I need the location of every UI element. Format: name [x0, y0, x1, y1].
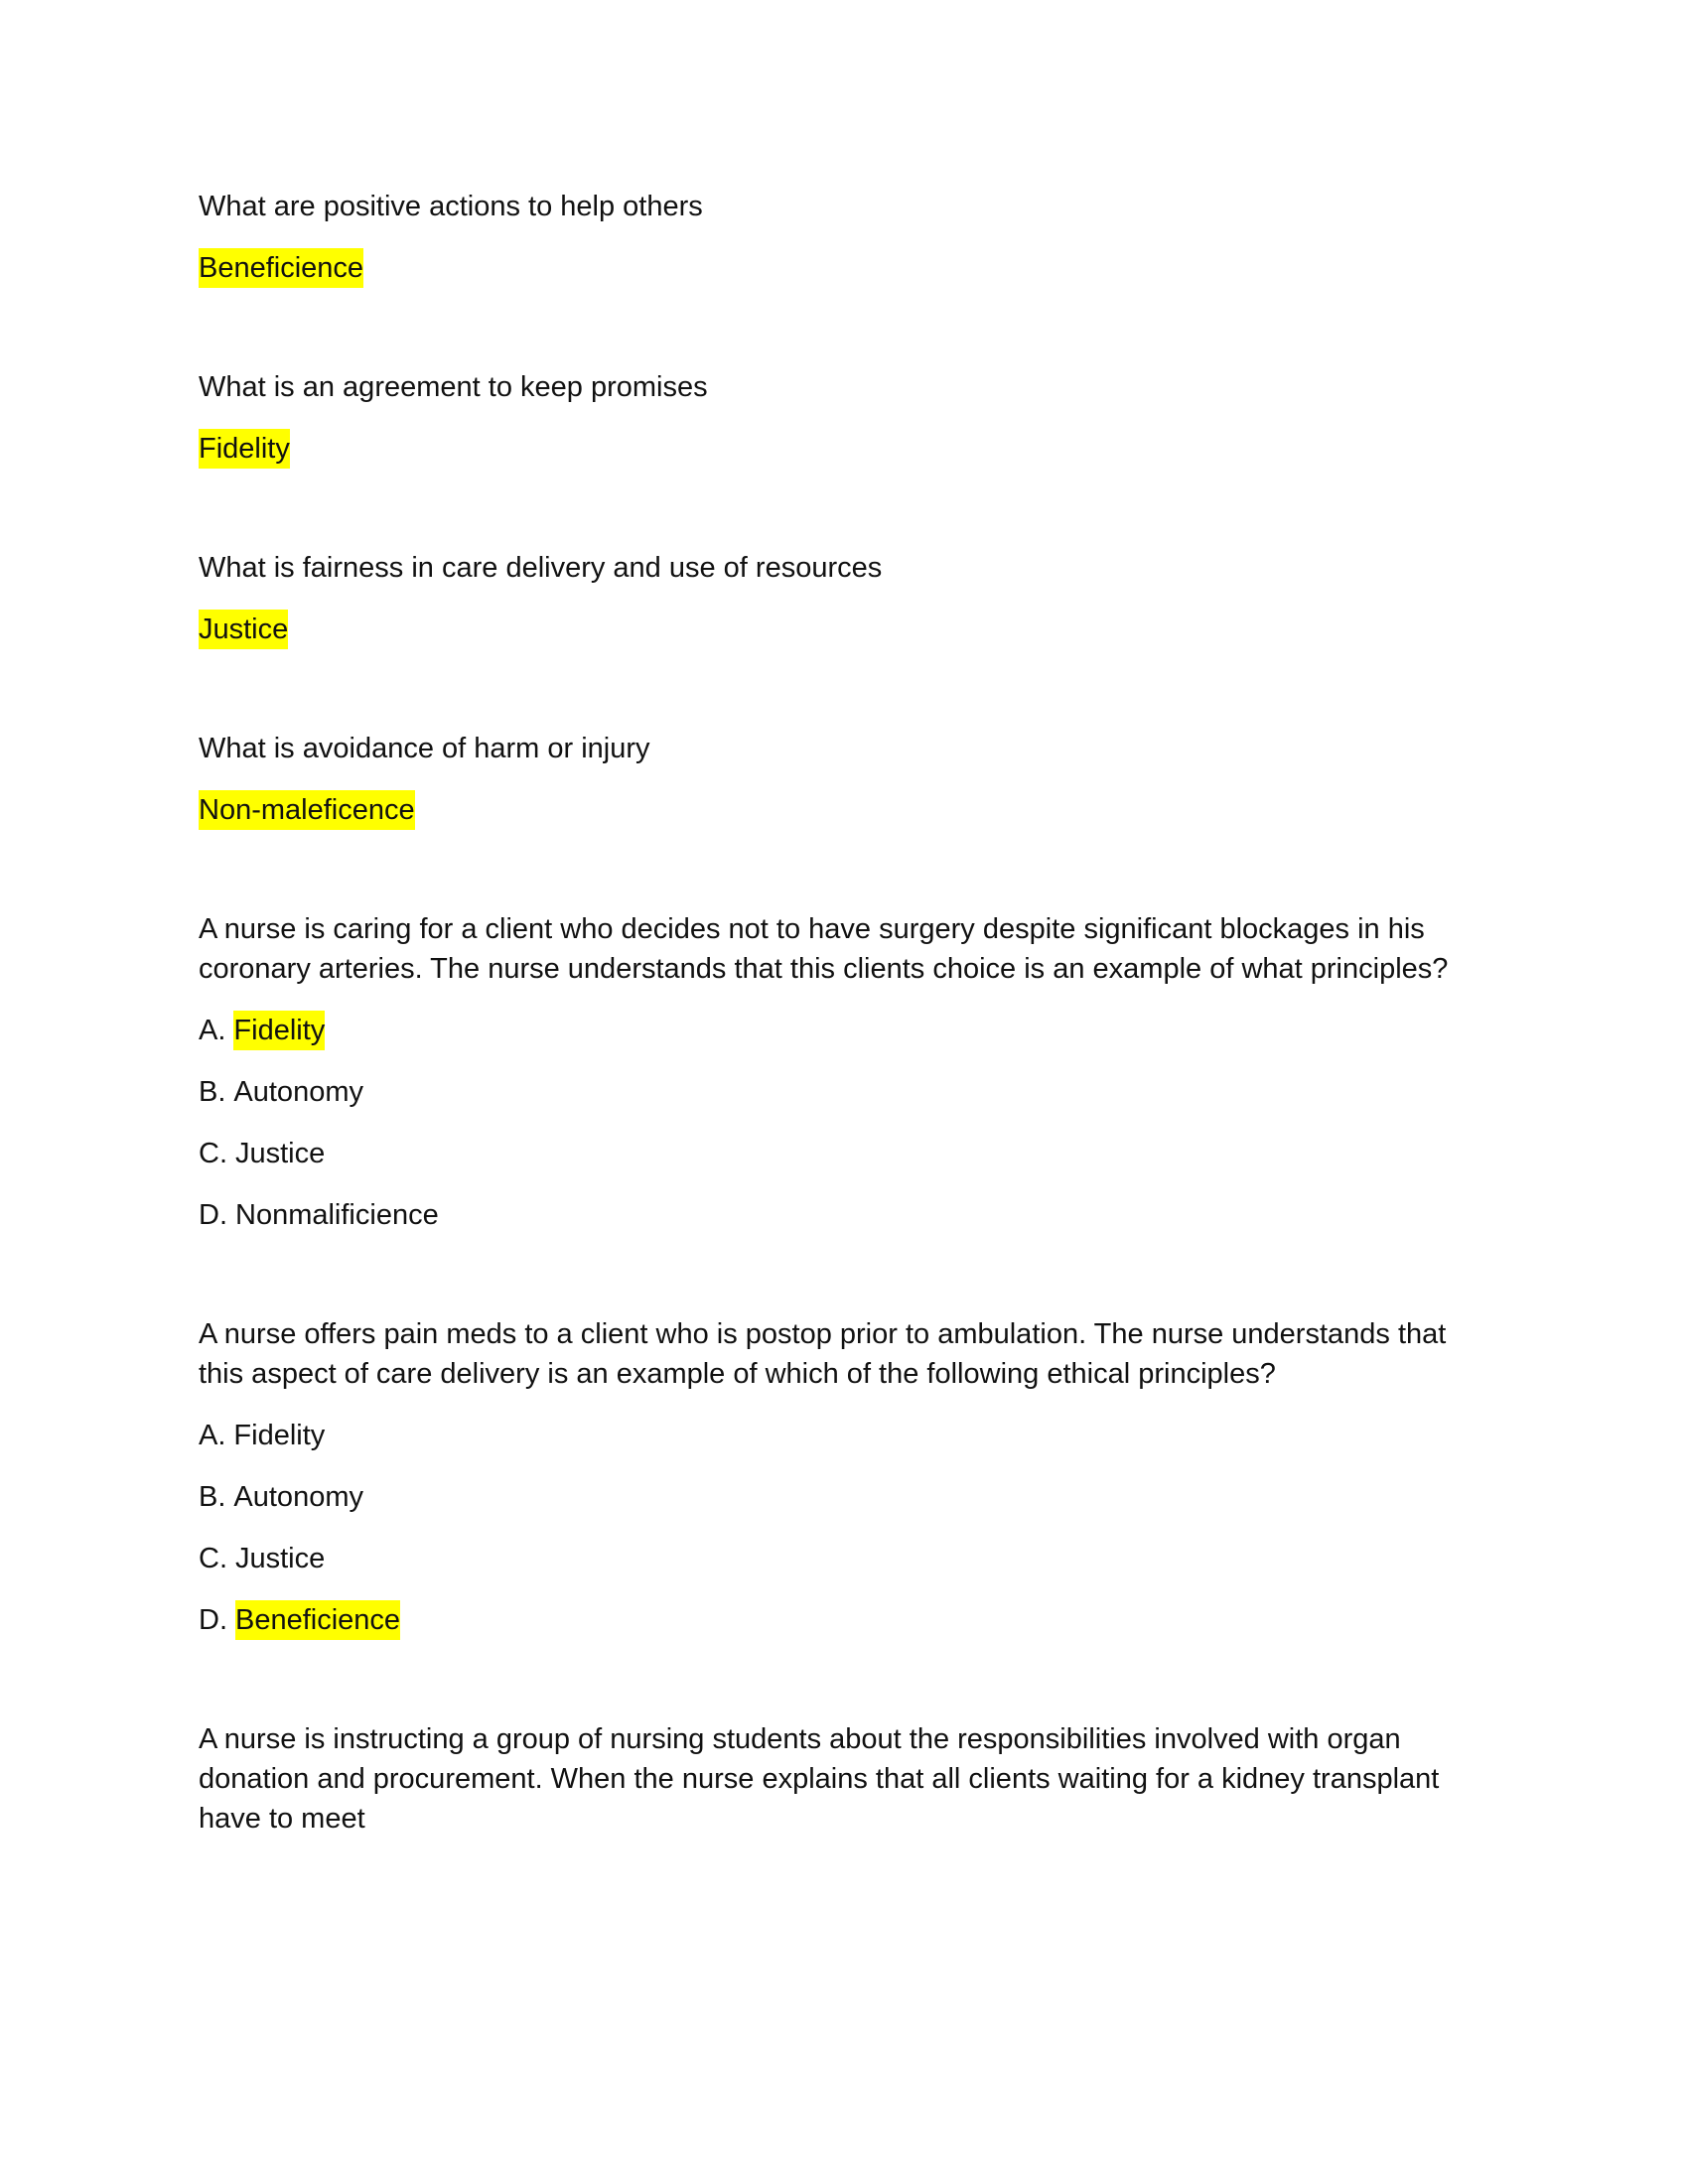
question-text: A nurse is instructing a group of nursing students about the responsibilities involved with organ donation and procurement. When the nurse explains that all clients waiting for a kidney transplant have to meet — [199, 1723, 1440, 1835]
option-letter: B. — [199, 1481, 226, 1513]
page-header-mark — [820, 1, 856, 4]
option-a — [199, 1011, 1489, 1050]
highlighted-answer: Justice — [199, 610, 288, 649]
highlighted-answer: Fidelity — [199, 429, 290, 469]
option-text: Justice — [235, 1543, 326, 1574]
option-text: Fidelity — [233, 1420, 326, 1451]
option-letter: B. — [199, 1076, 226, 1108]
option-letter: C. — [199, 1138, 227, 1169]
option-text: Nonmalificience — [235, 1199, 439, 1231]
answer-line — [199, 790, 1489, 830]
option-c — [199, 1134, 1489, 1173]
highlighted-option-text: Fidelity — [233, 1011, 325, 1050]
option-d — [199, 1600, 1489, 1640]
question-text: A nurse is caring for a client who decides not to have surgery despite significant blockages in his coronary arteries. The nurse understands that this clients choice is an example of what principles? — [199, 913, 1449, 985]
answer-line — [199, 248, 1489, 288]
option-text: Autonomy — [233, 1076, 363, 1108]
option-letter: C. — [199, 1543, 227, 1574]
option-text: Justice — [235, 1138, 326, 1169]
highlighted-answer: Non-maleficence — [199, 790, 415, 830]
qa-item-2 — [199, 367, 1489, 469]
question-text: What are positive actions to help others — [199, 191, 703, 222]
option-text: Autonomy — [233, 1481, 363, 1513]
option-d — [199, 1195, 1489, 1235]
option-letter: A. — [199, 1420, 226, 1451]
mcq-item-3 — [199, 1719, 1489, 1839]
option-b — [199, 1477, 1489, 1517]
highlighted-answer: Beneficience — [199, 248, 363, 288]
question-text: A nurse offers pain meds to a client who is postop prior to ambulation. The nurse understands that this aspect of care delivery is an example of which of the following ethical principles? — [199, 1318, 1447, 1390]
mcq-item-1 — [199, 909, 1489, 1235]
mcq-item-2 — [199, 1314, 1489, 1640]
qa-item-3 — [199, 548, 1489, 649]
option-letter: D. — [199, 1604, 227, 1636]
option-c — [199, 1539, 1489, 1578]
qa-item-4 — [199, 729, 1489, 830]
option-b — [199, 1072, 1489, 1112]
option-letter: D. — [199, 1199, 227, 1231]
answer-line — [199, 429, 1489, 469]
document-body — [199, 187, 1489, 1918]
question-text: What is an agreement to keep promises — [199, 371, 708, 403]
qa-item-1 — [199, 187, 1489, 288]
highlighted-option-text: Beneficience — [235, 1600, 400, 1640]
option-letter: A. — [199, 1015, 226, 1046]
question-text: What is avoidance of harm or injury — [199, 733, 650, 764]
answer-line — [199, 610, 1489, 649]
question-text: What is fairness in care delivery and use of resources — [199, 552, 883, 584]
option-a — [199, 1416, 1489, 1455]
